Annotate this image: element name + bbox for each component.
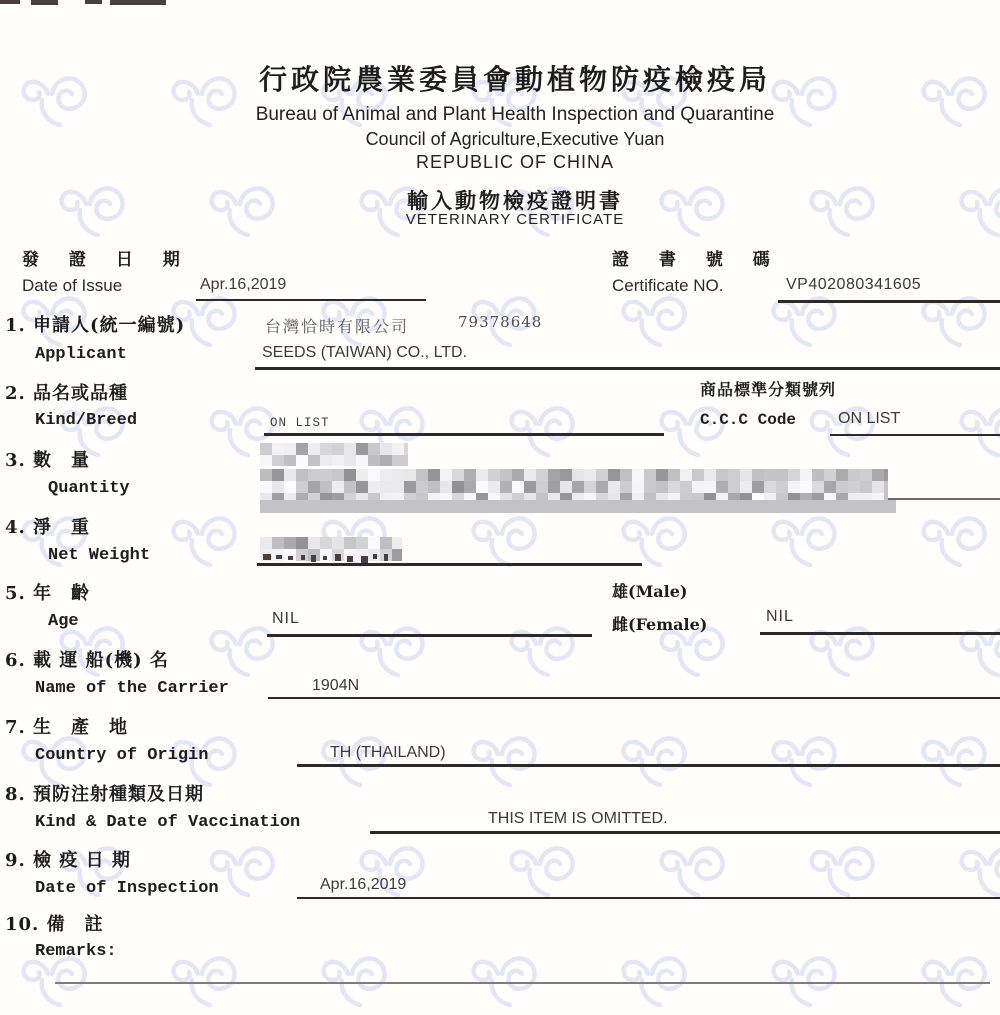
underline xyxy=(297,764,1000,767)
agency-title-en: Bureau of Animal and Plant Health Inspection and Quarantine xyxy=(255,104,775,125)
female-label: 雌(Female) xyxy=(612,615,708,634)
scan-artifact xyxy=(110,0,166,5)
date-of-issue-value: Apr.16,2019 xyxy=(200,276,287,293)
applicant-label-en: Applicant xyxy=(35,345,127,364)
scan-artifact xyxy=(288,556,293,560)
quantity-label-en: Quantity xyxy=(48,479,130,498)
certificate-title-zh: 輸入動物檢疫證明書 xyxy=(407,188,623,213)
cert-no-value: VP402080341605 xyxy=(786,276,922,293)
scan-artifact xyxy=(361,556,368,563)
redacted-quantity-line2 xyxy=(260,469,888,500)
remarks-divider xyxy=(55,982,990,984)
agency-title-zh: 行政院農業委員會動植物防疫檢疫局 xyxy=(258,63,771,96)
vaccination-value: THIS ITEM IS OMITTED. xyxy=(488,810,668,827)
redaction-bar xyxy=(260,500,896,513)
certificate-title-en: VETERINARY CERTIFICATE xyxy=(405,211,625,228)
underline xyxy=(267,634,592,637)
inspection-value: Apr.16,2019 xyxy=(320,876,407,893)
scan-artifact xyxy=(384,554,388,561)
scan-artifact xyxy=(301,555,305,560)
age-value: NIL xyxy=(272,610,300,627)
kind-breed-value: ON LIST xyxy=(270,416,330,430)
scan-artifact xyxy=(335,554,341,561)
ccc-code-label-en: C.C.C Code xyxy=(700,411,797,429)
underline xyxy=(268,697,1000,699)
scan-artifact xyxy=(31,0,58,5)
net-weight-label-en: Net Weight xyxy=(48,546,151,565)
carrier-value: 1904N xyxy=(312,677,360,694)
underline xyxy=(830,434,1000,436)
remarks-label-zh: 10. 備 註 xyxy=(5,914,104,935)
underline xyxy=(297,897,1000,899)
country-line: REPUBLIC OF CHINA xyxy=(415,152,615,172)
redacted-quantity-line1 xyxy=(260,443,408,466)
carrier-label-en: Name of the Carrier xyxy=(35,679,229,698)
applicant-uniform-no: 79378648 xyxy=(458,313,543,331)
date-of-issue-label-zh: 發 證 日 期 xyxy=(22,250,192,270)
scan-artifact xyxy=(85,0,102,4)
scan-artifact xyxy=(276,555,282,559)
origin-value: TH (THAILAND) xyxy=(330,744,446,761)
underline xyxy=(196,299,426,301)
ccc-label-zh: 商品標準分類號列 xyxy=(700,380,837,399)
scan-artifact xyxy=(263,554,271,560)
applicant-label-zh: 1. 申請人(統一編號) xyxy=(5,315,186,336)
remarks-label-en: Remarks: xyxy=(35,942,117,961)
male-label: 雄(Male) xyxy=(612,582,688,601)
inspection-label-en: Date of Inspection xyxy=(35,879,219,898)
cert-no-label-zh: 證 書 號 碼 xyxy=(612,250,782,270)
kind-breed-label-en: Kind/Breed xyxy=(35,411,138,430)
net-weight-label-zh: 4. 淨 重 xyxy=(5,517,91,538)
underline xyxy=(255,367,1000,370)
underline xyxy=(778,300,1000,303)
origin-label-zh: 7. 生 產 地 xyxy=(5,717,129,738)
scan-artifact xyxy=(373,554,377,559)
applicant-name-zh: 台灣恰時有限公司 xyxy=(265,317,410,336)
vaccination-label-zh: 8. 預防注射種類及日期 xyxy=(5,784,205,805)
underline xyxy=(370,831,1000,834)
scan-artifact xyxy=(323,556,327,560)
underline xyxy=(888,498,1000,500)
age-label-en: Age xyxy=(48,612,79,631)
scan-artifact xyxy=(347,556,353,562)
scan-artifact xyxy=(311,555,316,562)
origin-label-en: Country of Origin xyxy=(35,746,209,765)
underline xyxy=(760,632,1000,635)
scan-artifact xyxy=(0,0,20,4)
ccc-code-value: ON LIST xyxy=(838,410,901,427)
vaccination-label-en: Kind & Date of Vaccination xyxy=(35,813,301,832)
female-age-value: NIL xyxy=(766,608,794,625)
cert-no-label-en: Certificate NO. xyxy=(612,276,724,295)
quantity-label-zh: 3. 數 量 xyxy=(5,450,91,471)
applicant-name-en: SEEDS (TAIWAN) CO., LTD. xyxy=(262,344,468,361)
inspection-label-zh: 9. 檢 疫 日 期 xyxy=(5,850,131,871)
underline xyxy=(264,433,664,436)
carrier-label-zh: 6. 載 運 船(機) 名 xyxy=(5,650,169,671)
kind-breed-label-zh: 2. 品名或品種 xyxy=(5,383,129,404)
underline xyxy=(257,563,642,566)
date-of-issue-label-en: Date of Issue xyxy=(22,276,123,295)
council-line: Council of Agriculture,Executive Yuan xyxy=(365,129,665,149)
age-label-zh: 5. 年 齡 xyxy=(5,583,91,604)
